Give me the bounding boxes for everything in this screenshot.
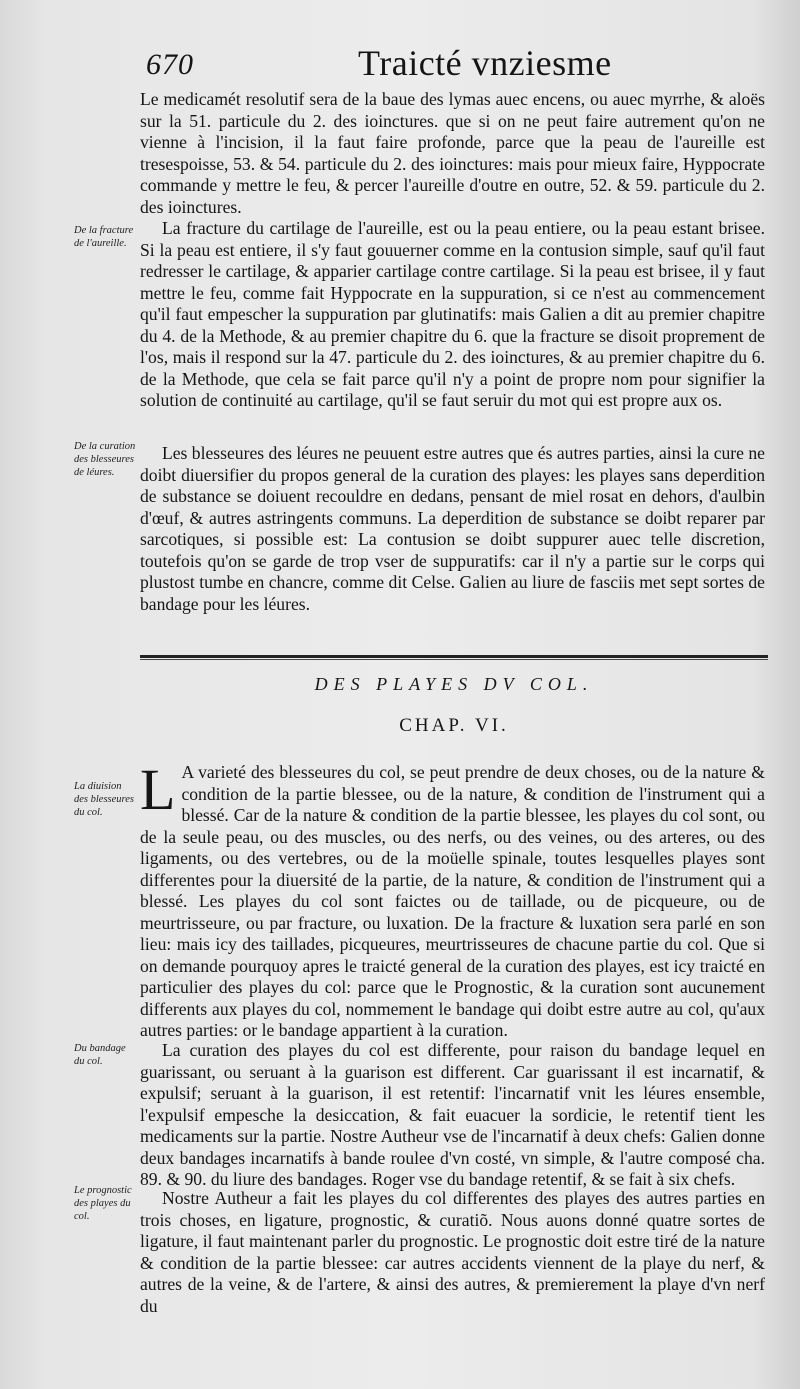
paragraph-col [140, 757, 765, 1042]
drop-cap: L [140, 757, 176, 822]
margin-note-leures: De la curation des blesseures de léures. [74, 441, 136, 478]
margin-note-division: La diuision des blesseures du col. [74, 781, 134, 818]
paragraph-prognostic [140, 1188, 765, 1317]
paragraph-bandage [140, 1040, 765, 1191]
page-header [140, 40, 760, 90]
paragraph-text: Les blesseures des léures ne peuuent estre autres que és autres parties, ainsi la cure ne doibt diuersifier du propos general de la curation des playes: les playes sans deperdition de substance se doiuent recouldre en dedans, pensant de miel rosat en dehors, d'aulbin d'œuf, & autres astringents communs. La deperdition de substance se doibt reparer par sarcotiques, si possible est: La contusion se doibt suppurer auec telle discretion, toutefois qu'on se garde de trop vser de suppuratifs: car il n'y a partie sur le corps qui plustost tumbe en chancre, comme dit Celse. Galien au liure de fasciis met sept sortes de bandage pour les léures. [140, 443, 765, 614]
section-rule-thin [140, 659, 768, 660]
margin-note-prognostic: Le prognostic des playes du col. [74, 1185, 132, 1222]
paragraph-fracture [140, 218, 765, 412]
paragraph-leures [140, 443, 765, 615]
page-number: 670 [146, 48, 194, 81]
section-rule [140, 655, 768, 658]
chapter-title: CHAP. VI. [399, 715, 509, 736]
margin-note-fracture: De la fracture de l'aureille. [74, 225, 134, 249]
paragraph-text: La fracture du cartilage de l'aureille, est ou la peau entiere, ou la peau estant brisee. Si la peau est entiere, il s'y faut gouuerner comme en la contusion simple, sauf qu'il faut redresser le cartilage, & apparier cartilage contre cartilage. Si la peau est brisee, il y faut mettre le feu, comme fait Hyppocrate en la suppuration, si ce n'est au commencement qu'il faut empescher la suppuration par glutinatifs: mais Galien a dit au premier chapitre du 4. de la Methode, & au premier chapitre du 6. que la fracture se disoit proprement de l'os, mais il respond sur la 47. particule du 2. des ioinctures, & au premier chapitre du 6. de la Methode, que cela se fait parce qu'il n'y a point de propre nom pour signifier la solution de continuité au cartilage, qu'il se faut seruir du mot qui est propre aux os. [140, 218, 765, 410]
paragraph-text: Nostre Autheur a fait les playes du col differentes des playes des autres parties en trois choses, en ligature, prognostic, & curatiõ. Nous auons donné quatre sortes de ligature, il faut maintenant parler du prognostic. Le prognostic doit estre tiré de la nature & condition de la partie blessee: car autres accidents viennent de la playe du nerf, & autres de la veine, & de l'artere, & ainsi des autres, & premierement la playe d'vn nerf du [140, 1188, 765, 1316]
paragraph-text: La curation des playes du col est differente, pour raison du bandage lequel en guarissant, ou seruant à la guarison est different. Car guarissant il est incarnatif, & expulsif; seruant à la guarison, il est retentif: l'incarnatif vnit les léures ensemble, l'expulsif empesche la desiccation, & fait euacuer la sordicie, le retentif tient les medicaments sur la partie. Nostre Autheur vse de l'incarnatif à deux chefs: Galien donne deux bandages incarnatifs à bande roulee d'vn costé, vn simple, & l'autre composé cha. 89. & 90. du liure des bandages. Roger vse du bandage retentif, & se fait à six chefs. [140, 1040, 765, 1189]
running-title: Traicté vnziesme [358, 43, 612, 83]
section-title: DES PLAYES DV COL. [314, 674, 594, 694]
paragraph-text: A varieté des blesseures du col, se peut prendre de deux choses, ou de la nature & condition de la partie blessee, ou de la nature, & condition de l'instrument qui a blessé. Car de la nature & condition de la partie blessee, les playes du col sont, ou de la seule peau, ou des muscles, ou des nerfs, ou des veines, ou des arteres, ou des ligaments, ou des vertebres, ou de la moüelle spinale, toutes lesquelles playes sont differentes pour la diuersité de la partie, de la nature, & condition de l'instrument qui a blessé. Les playes du col sont faictes ou de taillade, ou de picqueure, ou de meurtrisseure, ou par fracture, ou luxation. De la fracture & luxation sera parlé en son lieu: mais icy des taillades, picqueures, meurtrisseures de chacune partie du col. Que si on demande pourquoy apres le traicté general de la curation des playes, est icy traicté en particulier des playes du col: parce que le Prognostic, & la curation sont aucunement differents aux playes du col, nommement le bandage qui doibt estre autre au col, qu'aux autres parties: or le bandage appartient à la curation. [140, 762, 765, 1040]
margin-note-bandage: Du bandage du col. [74, 1043, 126, 1067]
paragraph-text: Le medicamét resolutif sera de la baue des lymas auec encens, ou auec myrrhe, & aloës sur la 51. particule du 2. des ioinctures. que si on ne peut faire autrement qu'on ne vienne à l'incision, il la faut faire profonde, parce que la peau de l'aureille est tresespoisse, 53. & 54. particule du 2. des ioinctures: mais pour mieux faire, Hyppocrate commande y mettre le feu, & percer l'aureille d'outre en outre, 52. & 59. particule du 2. des ioinctures. [140, 89, 765, 217]
paragraph-medicament [140, 89, 765, 218]
